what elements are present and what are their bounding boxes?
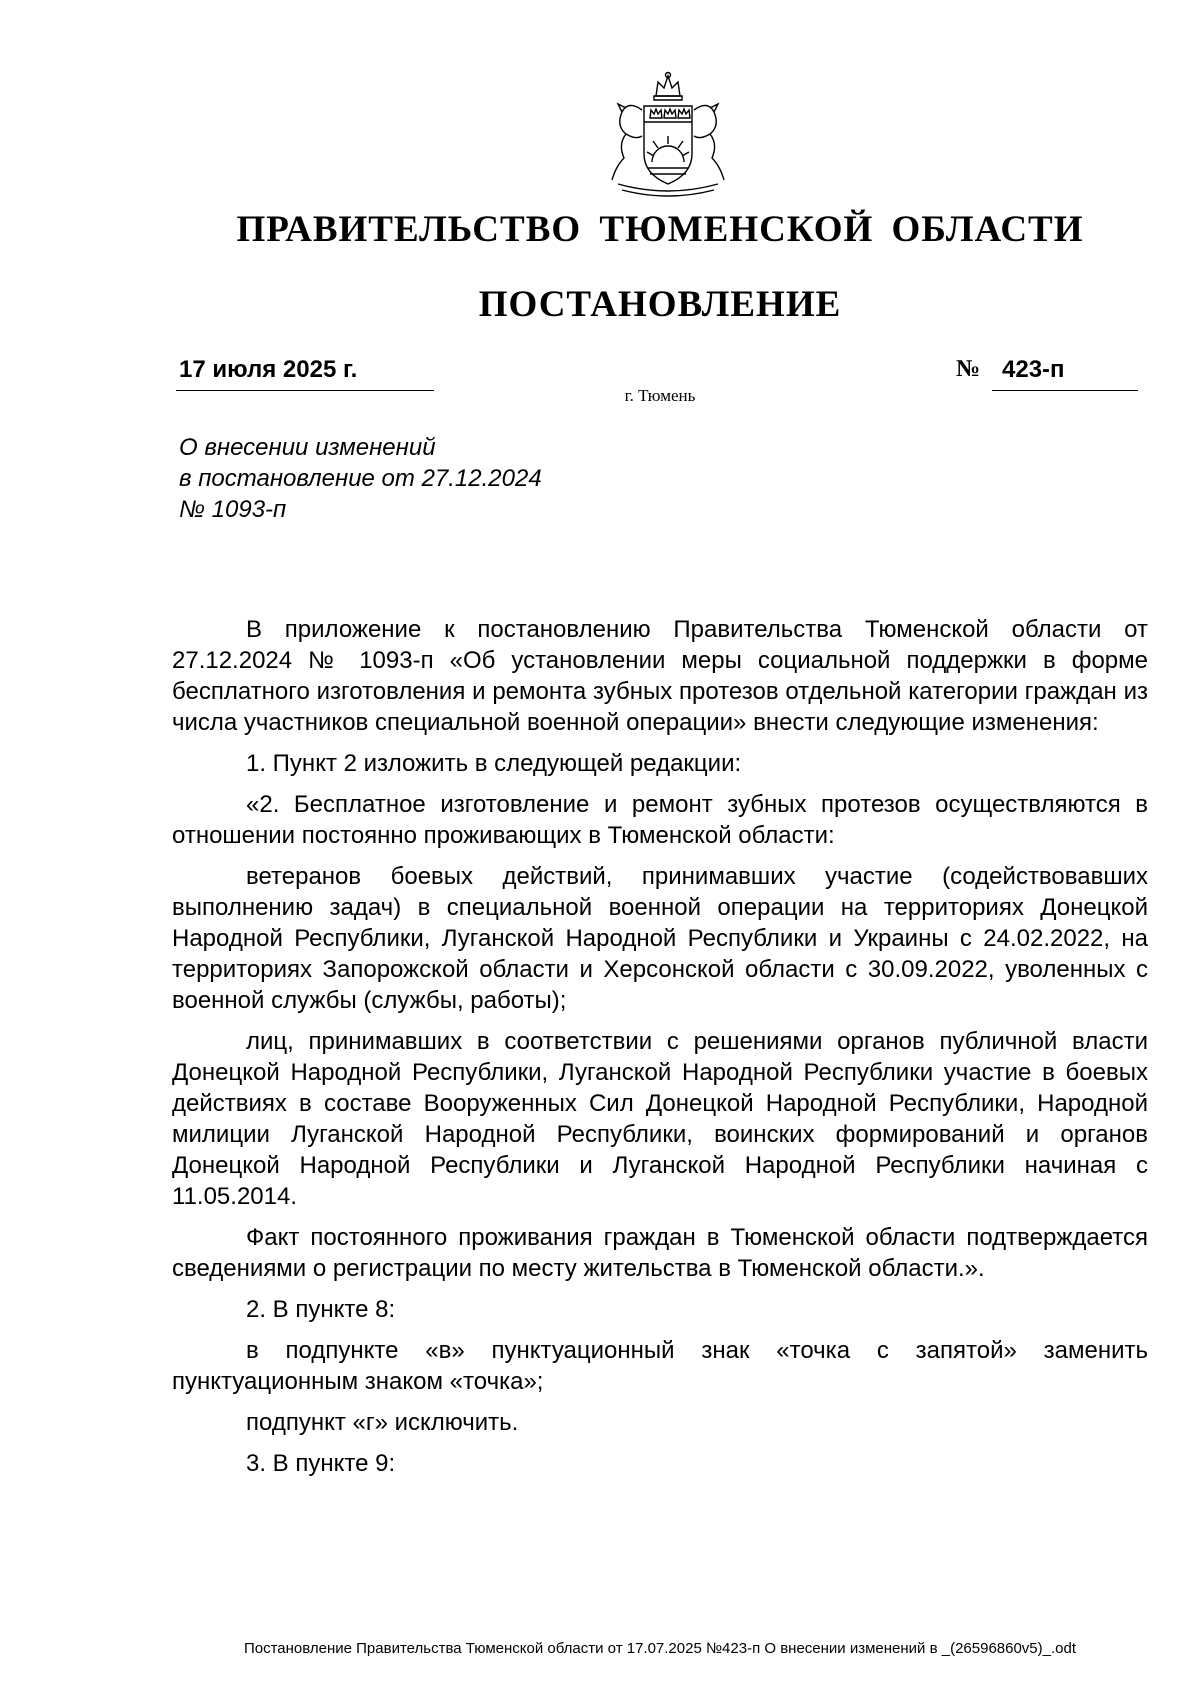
body-paragraph: Факт постоянного проживания граждан в Тюменской области подтверждается сведениями о регистрации по месту жительства в Тюменской области.». [172,1224,1148,1282]
body-paragraph: в подпункте «в» пунктуационный знак «точка с запятой» заменить пунктуационным знаком «точка»; [172,1337,1148,1395]
body-paragraph: В приложение к постановлению Правительства Тюменской области от 27.12.2024 № 1093-п «Об установлении меры социальной поддержки в форме бесплатного изготовления и ремонта зубных протезов отдельной категории граждан из числа участников специальной военной операции» внести следующие изменения: [172,616,1148,736]
document-number: 423-п [1002,356,1065,383]
body-paragraph: 1. Пункт 2 изложить в следующей редакции: [246,750,742,777]
number-sign: № [956,356,981,382]
body-paragraph: лиц, принимавших в соответствии с решениями органов публичной власти Донецкой Народной Республики, Луганской Народной Республики участие в боевых действиях в составе Вооруженных Сил Донецкой Народной Республики, Народной милиции Луганской Народной Республики, воинских формирований и органов Донецкой Народной Республики и Луганской Народной Республики начиная с 11.05.2014. [172,1028,1148,1210]
document-date: 17 июля 2025 г. [179,356,358,383]
tyumen-oblast-coat-of-arms-icon [588,70,748,198]
body-paragraph: «2. Бесплатное изготовление и ремонт зубных протезов осуществляются в отношении постоянно проживающих в Тюменской области: [172,791,1148,849]
subject-line: О внесении изменений [179,434,436,461]
city-name: г. Тюмень [624,386,696,405]
body-paragraph: 2. В пункте 8: [246,1296,396,1323]
page-footer: Постановление Правительства Тюменской области от 17.07.2025 №423-п О внесении изменений в _(26596860v5)_.odt [243,1640,1077,1657]
body-paragraph: подпункт «г» исключить. [246,1409,519,1436]
body-paragraph: 3. В пункте 9: [246,1450,396,1477]
subject-line: № 1093-п [179,496,287,523]
body-paragraph: ветеранов боевых действий, принимавших участие (содействовавших выполнению задач) в специальной военной операции на территориях Донецкой Народной Республики, Луганской Народной Республики и Украины с 24.02.2022, на территориях Запорожской области и Херсонской области с 30.09.2022, уволенных с военной службы (службы, работы); [172,863,1148,1014]
government-title: ПРАВИТЕЛЬСТВО ТЮМЕНСКОЙ ОБЛАСТИ [236,209,1084,250]
document-subject [179,432,542,525]
document-body [172,614,1148,1489]
document-type-title: ПОСТАНОВЛЕНИЕ [478,284,842,325]
subject-line: в постановление от 27.12.2024 [179,465,542,492]
